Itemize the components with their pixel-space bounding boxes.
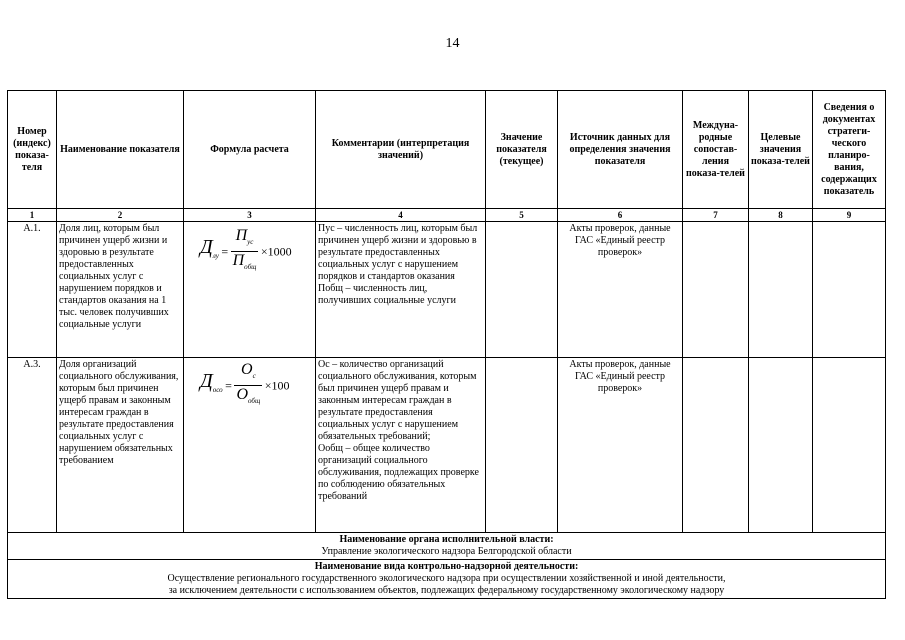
formula-lhs: $Д_{лу}$ xyxy=(200,236,219,261)
authority-title: Наименование органа исполнительной власти: xyxy=(339,534,554,545)
header-target: Целевые значения показа-телей xyxy=(749,91,813,209)
row-comment: Пус – численность лиц, которым был причинен ущерб жизни и здоровью в результате предоставленных социальных услуг с нарушением порядков и стандартов оказания Побщ – численность лиц, получивших социальные услуги xyxy=(316,222,486,358)
table-row xyxy=(8,222,886,358)
authority-value: Управление экологического надзора Белгородской области xyxy=(321,546,572,557)
formula-multiplier: ×100 xyxy=(264,378,290,393)
row-name: Доля лиц, которым был причинен ущерб жизни и здоровью в результате предоставленных социальных услуг с нарушением порядков и стандартов оказания на 1 тыс. человек получивших социальные услуги xyxy=(57,222,184,358)
column-number: 5 xyxy=(486,209,558,222)
formula-fraction: $\frac{П_{ус}}{П_{общ}}$ xyxy=(232,227,257,272)
column-number: 6 xyxy=(558,209,683,222)
header-source: Источник данных для определения значения показателя xyxy=(558,91,683,209)
row-strategic xyxy=(813,358,886,533)
column-number: 8 xyxy=(749,209,813,222)
header-strategic: Сведения о документах стратеги-ческого планиро-вания, содержащих показатель xyxy=(813,91,886,209)
header-value: Значение показателя (текущее) xyxy=(486,91,558,209)
column-number: 7 xyxy=(683,209,749,222)
row-comment: Ос – количество организаций социального обслуживания, которым был причинен ущерб правам и законным интересам граждан в результате предоставления социальных услуг с нарушением обязательных требований; Ообщ – общее количество организаций социального обслуживания, подлежащих проверке по соблюдению обязательных требований xyxy=(316,358,486,533)
row-name: Доля организаций социального обслуживания, которым был причинен ущерб правам и законным интересам граждан в результате предоставления социальных услуг с нарушением обязательных требованием xyxy=(57,358,184,533)
row-source: Акты проверок, данные ГАС «Единый реестр проверок» xyxy=(558,222,683,358)
row-intl xyxy=(683,222,749,358)
row-strategic xyxy=(813,222,886,358)
formula-multiplier: ×1000 xyxy=(260,244,292,259)
header-intl: Междуна-родные сопостав-ления показа-телей xyxy=(683,91,749,209)
row-intl xyxy=(683,358,749,533)
table-row xyxy=(8,358,886,533)
row-value xyxy=(486,222,558,358)
header-index: Номер (индекс) показа-теля xyxy=(8,91,57,209)
header-row xyxy=(8,91,886,209)
formula-lhs: $Д_{осо}$ xyxy=(200,370,223,395)
column-number: 9 xyxy=(813,209,886,222)
column-number: 1 xyxy=(8,209,57,222)
column-number: 3 xyxy=(184,209,316,222)
column-number: 2 xyxy=(57,209,184,222)
header-comment: Комментарии (интерпретация значений) xyxy=(316,91,486,209)
row-index: А.3. xyxy=(8,358,57,533)
row-target xyxy=(749,222,813,358)
row-formula: $Д_{лу}$ = $\frac{П_{ус}}{П_{общ}}$ ×1000 xyxy=(184,222,316,358)
page-number: 14 xyxy=(445,36,460,51)
activity-line-1: Осуществление регионального государственного экологического надзора при осуществлении хозяйственной и иной деятельности, xyxy=(167,573,726,584)
activity-line-2: за исключением деятельности с использованием объектов, подлежащих федеральному государственному экологическому надзору xyxy=(168,585,725,596)
authority-row xyxy=(8,533,886,560)
row-source: Акты проверок, данные ГАС «Единый реестр проверок» xyxy=(558,358,683,533)
activity-row xyxy=(8,560,886,599)
header-formula: Формула расчета xyxy=(184,91,316,209)
row-index: А.1. xyxy=(8,222,57,358)
indicators-table xyxy=(7,90,886,599)
header-name: Наименование показателя xyxy=(57,91,184,209)
activity-title: Наименование вида контрольно-надзорной деятельности: xyxy=(314,561,579,572)
formula-fraction: $\frac{О_с}{О_{общ}}$ xyxy=(236,361,261,406)
column-numbers-row xyxy=(8,209,886,222)
column-number: 4 xyxy=(316,209,486,222)
row-formula: $Д_{осо}$ = $\frac{О_с}{О_{общ}}$ ×100 xyxy=(184,358,316,533)
row-value xyxy=(486,358,558,533)
row-target xyxy=(749,358,813,533)
